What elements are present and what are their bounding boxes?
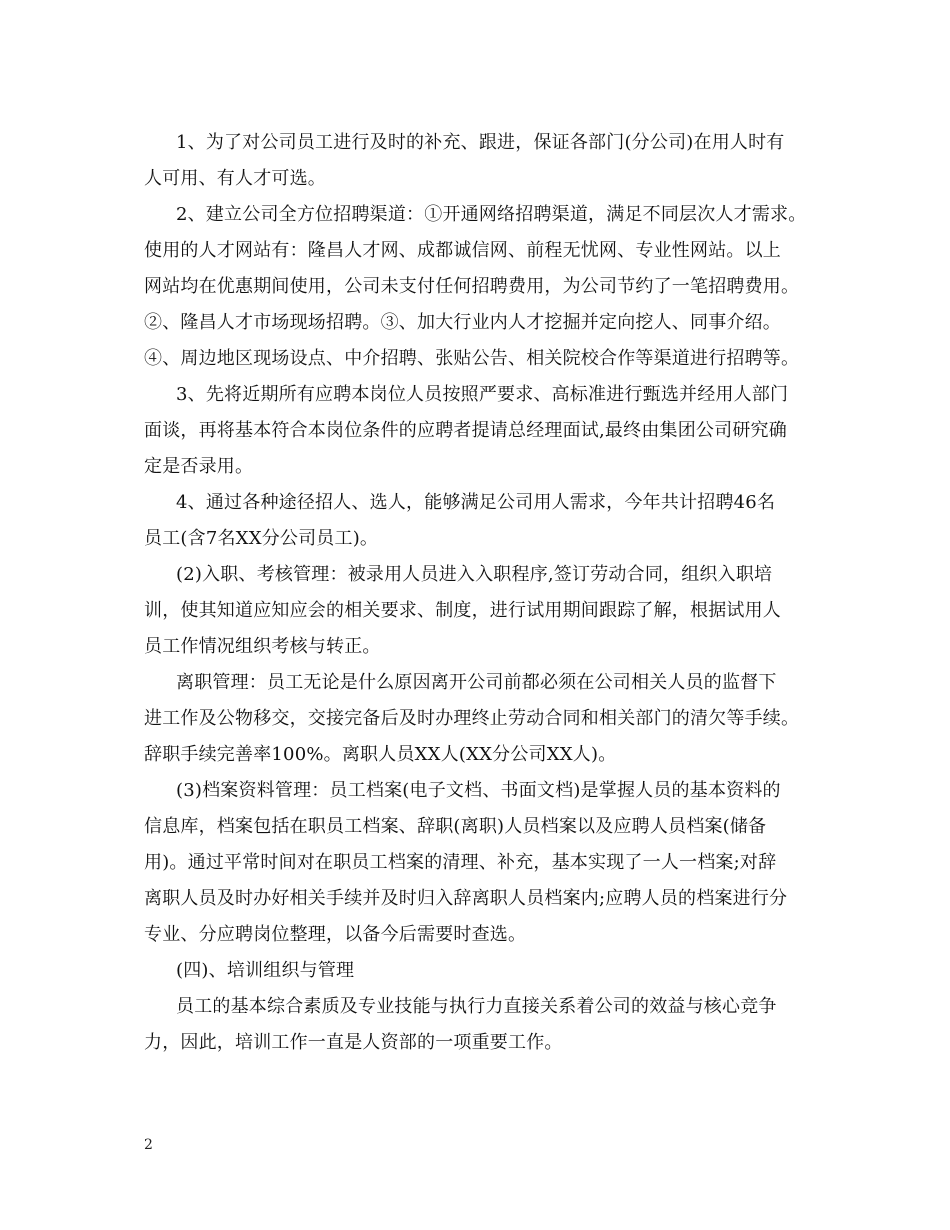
page-number: 2 [144, 1137, 153, 1153]
text-line: 员工(含7名XX分公司员工)。 [144, 528, 379, 549]
text-line: 进工作及公物移交，交接完备后及时办理终止劳动合同和相关部门的清欠等手续。 [144, 708, 800, 729]
text-line: 离职人员及时办好相关手续并及时归入辞离职人员档案内;应聘人员的档案进行分 [144, 888, 788, 909]
text-line: 定是否录用。 [144, 456, 254, 477]
text-line: 3、先将近期所有应聘本岗位人员按照严要求、高标准进行甄选并经用人部门 [176, 384, 789, 405]
text-line: 员工作情况组织考核与转正。 [144, 636, 381, 657]
text-line: (2)入职、考核管理：被录用人员进入入职程序,签订劳动合同，组织入职培 [176, 564, 773, 585]
text-line: (四)、培训组织与管理 [176, 960, 355, 981]
text-line: 面谈，再将基本符合本岗位条件的应聘者提请总经理面试,最终由集团公司研究确 [144, 420, 787, 441]
text-line: 训，使其知道应知应会的相关要求、制度，进行试用期间跟踪了解，根据试用人 [144, 600, 781, 621]
text-line: 用)。通过平常时间对在职员工档案的清理、补充，基本实现了一人一档案;对辞 [144, 852, 777, 873]
text-line: 人可用、有人才可选。 [144, 168, 326, 189]
text-line: 信息库，档案包括在职员工档案、辞职(离职)人员档案以及应聘人员档案(储备 [144, 816, 767, 837]
text-line: 4、通过各种途径招人、选人，能够满足公司用人需求，今年共计招聘46名 [176, 492, 776, 513]
document-body [144, 125, 814, 1061]
text-line: 网站均在优惠期间使用，公司未支付任何招聘费用，为公司节约了一笔招聘费用。 [144, 276, 800, 297]
text-line: 1、为了对公司员工进行及时的补充、跟进，保证各部门(分公司)在用人时有 [176, 132, 785, 153]
text-line: ②、隆昌人才市场现场招聘。③、加大行业内人才挖掘并定向挖人、同事介绍。 [144, 312, 781, 333]
text-line: 员工的基本综合素质及专业技能与执行力直接关系着公司的效益与核心竞争 [176, 996, 777, 1017]
text-line: 辞职手续完善率100%。离职人员XX人(XX分公司XX人)。 [144, 744, 617, 765]
text-line: ④、周边地区现场设点、中介招聘、张贴公告、相关院校合作等渠道进行招聘等。 [144, 348, 800, 369]
text-line: 专业、分应聘岗位整理，以备今后需要时查选。 [144, 924, 527, 945]
text-line: 使用的人才网站有：隆昌人才网、成都诚信网、前程无忧网、专业性网站。以上 [144, 240, 781, 261]
text-line: 力，因此，培训工作一直是人资部的一项重要工作。 [144, 1032, 563, 1053]
text-line: (3)档案资料管理：员工档案(电子文档、书面文档)是掌握人员的基本资料的 [176, 780, 781, 801]
text-line: 2、建立公司全方位招聘渠道：①开通网络招聘渠道，满足不同层次人才需求。 [176, 204, 807, 225]
text-line: 离职管理：员工无论是什么原因离开公司前都必须在公司相关人员的监督下 [176, 672, 777, 693]
